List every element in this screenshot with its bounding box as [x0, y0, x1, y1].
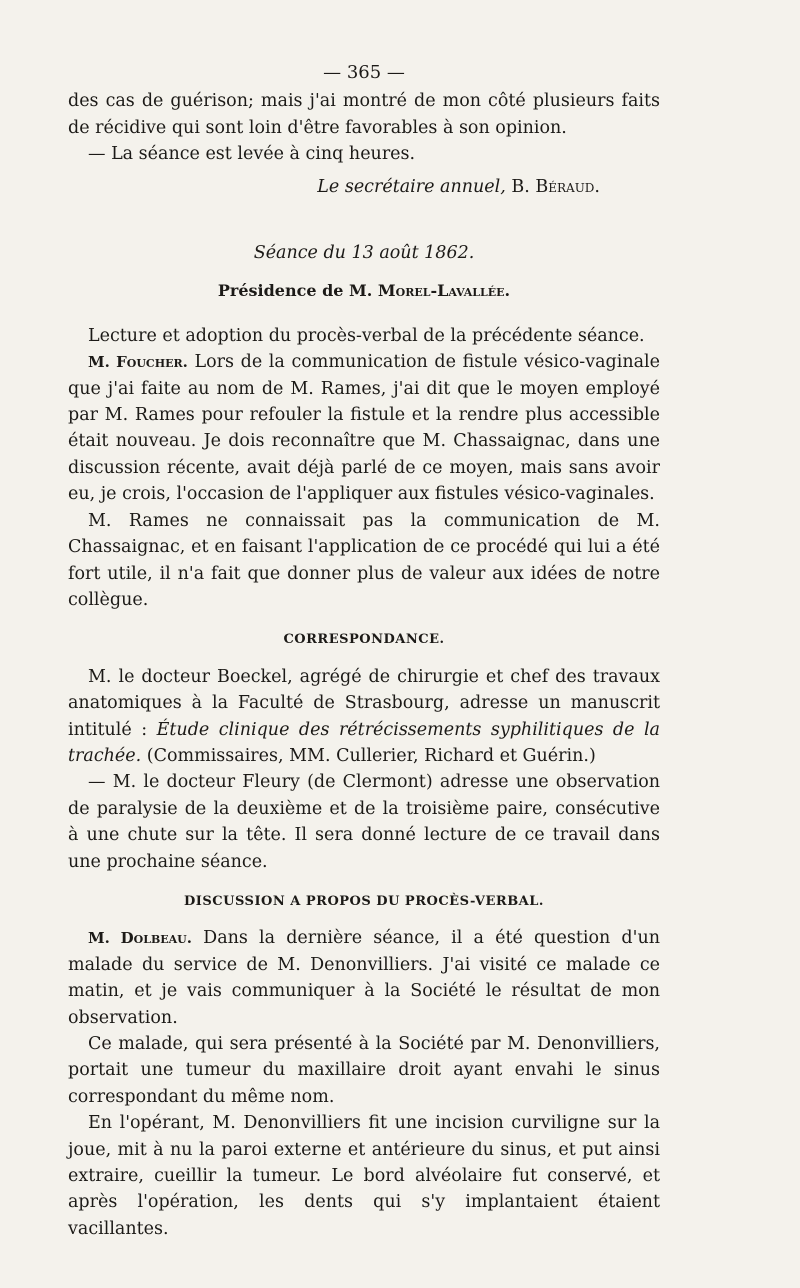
- operation-paragraph: En l'opérant, M. Denonvilliers fit une incision curviligne sur la joue, mit à nu la paroi externe et antérieure du sinus, et put ainsi extraire, cueillir la tumeur. Le bord alvéolaire fut conservé, et après l'opération, les dents qui s'y implantaient étaient vacillantes.: [68, 1113, 660, 1239]
- president-name: Morel-Lavallée.: [377, 281, 511, 301]
- malade-paragraph: Ce malade, qui sera présenté à la Société par M. Denonvilliers, portait une tumeur du maxillaire droit ayant envahi le sinus correspondant du même nom.: [68, 1034, 660, 1107]
- rames-paragraph: M. Rames ne connaissait pas la communication de M. Chassaignac, et en faisant l'application de ce procédé qui lui a été fort utile, il n'a fait que donner plus de valeur aux idées de notre collègue.: [68, 510, 660, 610]
- boeckel-text: M. le docteur Boeckel, agrégé de chirurgie et chef des travaux anatomiques à la Faculté de Strasbourg, adresse un manuscrit intitulé :: [68, 666, 660, 740]
- page-number: — 365 —: [323, 62, 405, 83]
- signature-name: B. Béraud.: [511, 176, 600, 197]
- fleury-paragraph: — M. le docteur Fleury (de Clermont) adresse une observation de paralysie de la deuxième et de la troisième paire, consécutive à une chute sur la tête. Il sera donné lecture de ce travail dans une prochaine séance.: [68, 772, 660, 872]
- manuscript-title: Étude clinique des rétrécissements syphilitiques de la trachée.: [68, 719, 660, 766]
- closing-line: — La séance est levée à cinq heures.: [88, 144, 416, 165]
- signature-role: Le secrétaire annuel,: [317, 176, 506, 197]
- seance-title: Séance du 13 août 1862.: [253, 243, 475, 264]
- foucher-paragraph: [68, 349, 660, 507]
- lecture-line: Lecture et adoption du procès-verbal de la précédente séance.: [88, 325, 645, 346]
- commissaires: (Commissaires, MM. Cullerier, Richard et Guérin.): [146, 745, 596, 766]
- foucher-text: Lors de la communication de fistule vésico-vaginale que j'ai faite au nom de M. Rames, j'ai dit que le moyen employé par M. Rames pour refouler la fistule et la rendre plus accessible était nouveau. Je dois reconnaître que M. Chassaignac, dans une discussion récente, avait déjà parlé de ce moyen, mais sans avoir eu, je crois, l'occasion de l'appliquer aux fistules vésico-vaginales.: [68, 352, 660, 505]
- signature: [68, 174, 660, 200]
- discussion-heading: DISCUSSION A PROPOS DU PROCÈS-VERBAL.: [184, 893, 544, 909]
- presidence-label: Présidence de M.: [217, 281, 373, 301]
- speaker-dolbeau: M. Dolbeau.: [88, 929, 192, 948]
- document-page: [68, 60, 660, 1242]
- correspondance-heading: CORRESPONDANCE.: [283, 632, 445, 648]
- boeckel-paragraph: [68, 664, 660, 770]
- continuation-paragraph: des cas de guérison; mais j'ai montré de mon côté plusieurs faits de récidive qui sont loin d'être favorables à son opinion.: [68, 91, 660, 138]
- speaker-foucher: M. Foucher.: [88, 353, 188, 372]
- presidence-line: [68, 278, 660, 304]
- dolbeau-paragraph: [68, 925, 660, 1031]
- dolbeau-text: Dans la dernière séance, il a été question d'un malade du service de M. Denonvilliers. J'ai visité ce malade ce matin, et je vais communiquer à la Société le résultat de mon observation.: [68, 928, 660, 1028]
